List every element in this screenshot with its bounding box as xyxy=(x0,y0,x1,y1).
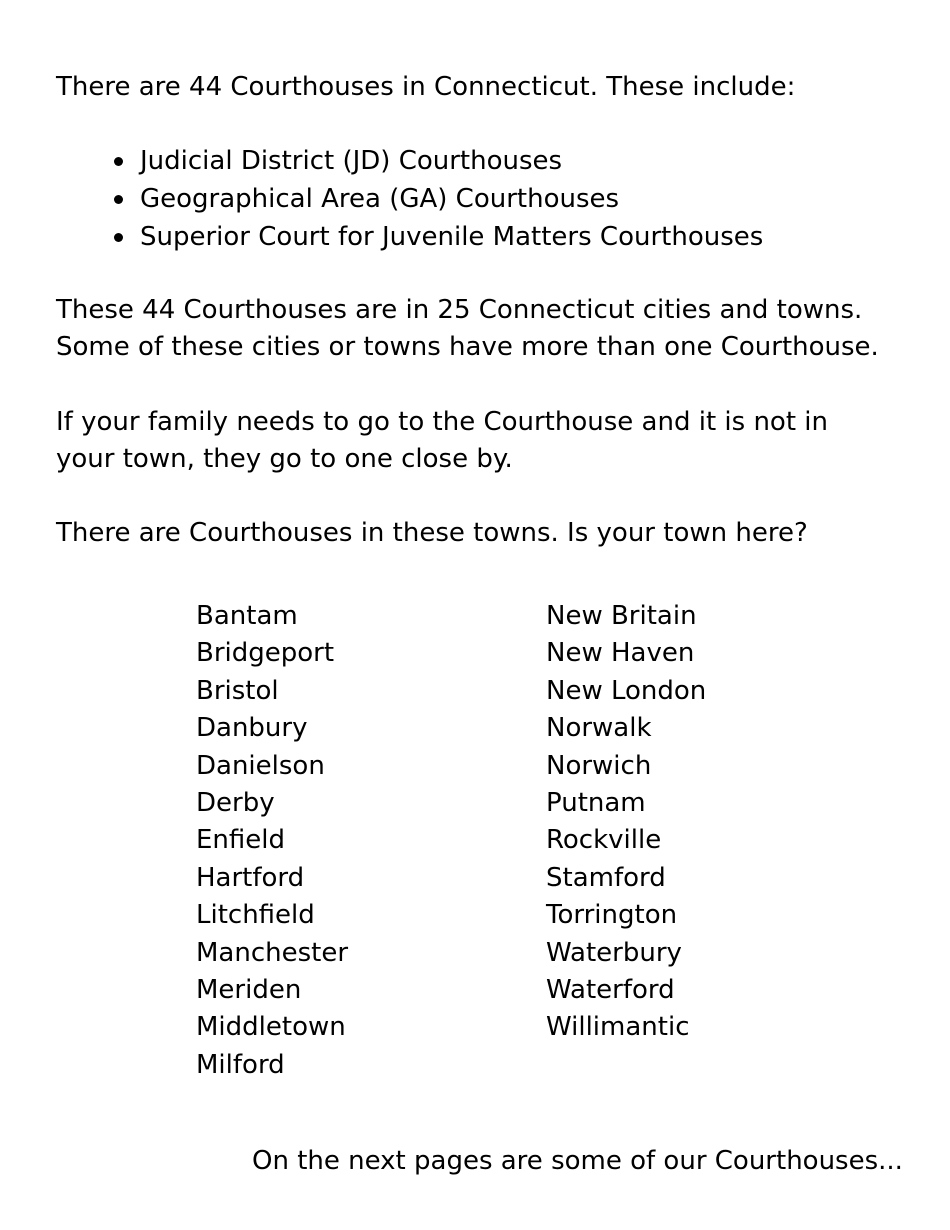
intro-text: There are 44 Courthouses in Connecticut. These include: xyxy=(56,72,796,102)
list-item: Superior Court for Juvenile Matters Courthouses xyxy=(110,219,763,257)
bullet-icon xyxy=(114,195,123,204)
list-item: Rockville xyxy=(546,825,662,856)
list-item: Manchester xyxy=(196,937,349,968)
list-item: Bristol xyxy=(196,675,279,706)
towns-question: There are Courthouses in these towns. Is your town here? xyxy=(56,518,808,548)
list-item: New Haven xyxy=(546,638,695,669)
list-item: Torrington xyxy=(546,900,678,931)
courthouse-types-list xyxy=(110,143,763,257)
list-item: Stamford xyxy=(546,862,666,893)
list-item: Hartford xyxy=(196,862,305,893)
nearby-courthouse-paragraph: If your family needs to go to the Courthouse and it is not in your town, they go to one close by. xyxy=(56,407,828,474)
list-item: Danielson xyxy=(196,750,325,781)
towns-list-left xyxy=(196,598,348,1084)
list-item: Derby xyxy=(196,787,275,818)
list-item: Norwalk xyxy=(546,713,652,744)
list-item: New Britain xyxy=(546,601,697,631)
list-item: Meriden xyxy=(196,974,302,1005)
list-item: Putnam xyxy=(546,787,646,818)
list-item: Waterbury xyxy=(546,937,682,968)
list-item: Enfield xyxy=(196,825,286,856)
list-item: Danbury xyxy=(196,713,308,744)
bullet-icon xyxy=(114,233,123,242)
list-item: Bridgeport xyxy=(196,638,335,669)
list-item: Milford xyxy=(196,1049,285,1080)
list-item: Norwich xyxy=(546,750,652,781)
list-item: Judicial District (JD) Courthouses xyxy=(110,143,763,181)
list-item: Bantam xyxy=(196,601,298,631)
closing-text: On the next pages are some of our Courthouses... xyxy=(252,1146,903,1176)
towns-list-right xyxy=(546,598,706,1047)
list-item: New London xyxy=(546,675,707,706)
list-item: Litchfield xyxy=(196,900,315,931)
courthouse-count-paragraph: These 44 Courthouses are in 25 Connecticut cities and towns. Some of these cities or towns have more than one Courthouse. xyxy=(56,295,879,362)
list-item: Middletown xyxy=(196,1012,346,1043)
list-item: Geographical Area (GA) Courthouses xyxy=(110,181,763,219)
list-item: Waterford xyxy=(546,974,675,1005)
list-item: Willimantic xyxy=(546,1012,690,1043)
bullet-icon xyxy=(114,157,123,166)
